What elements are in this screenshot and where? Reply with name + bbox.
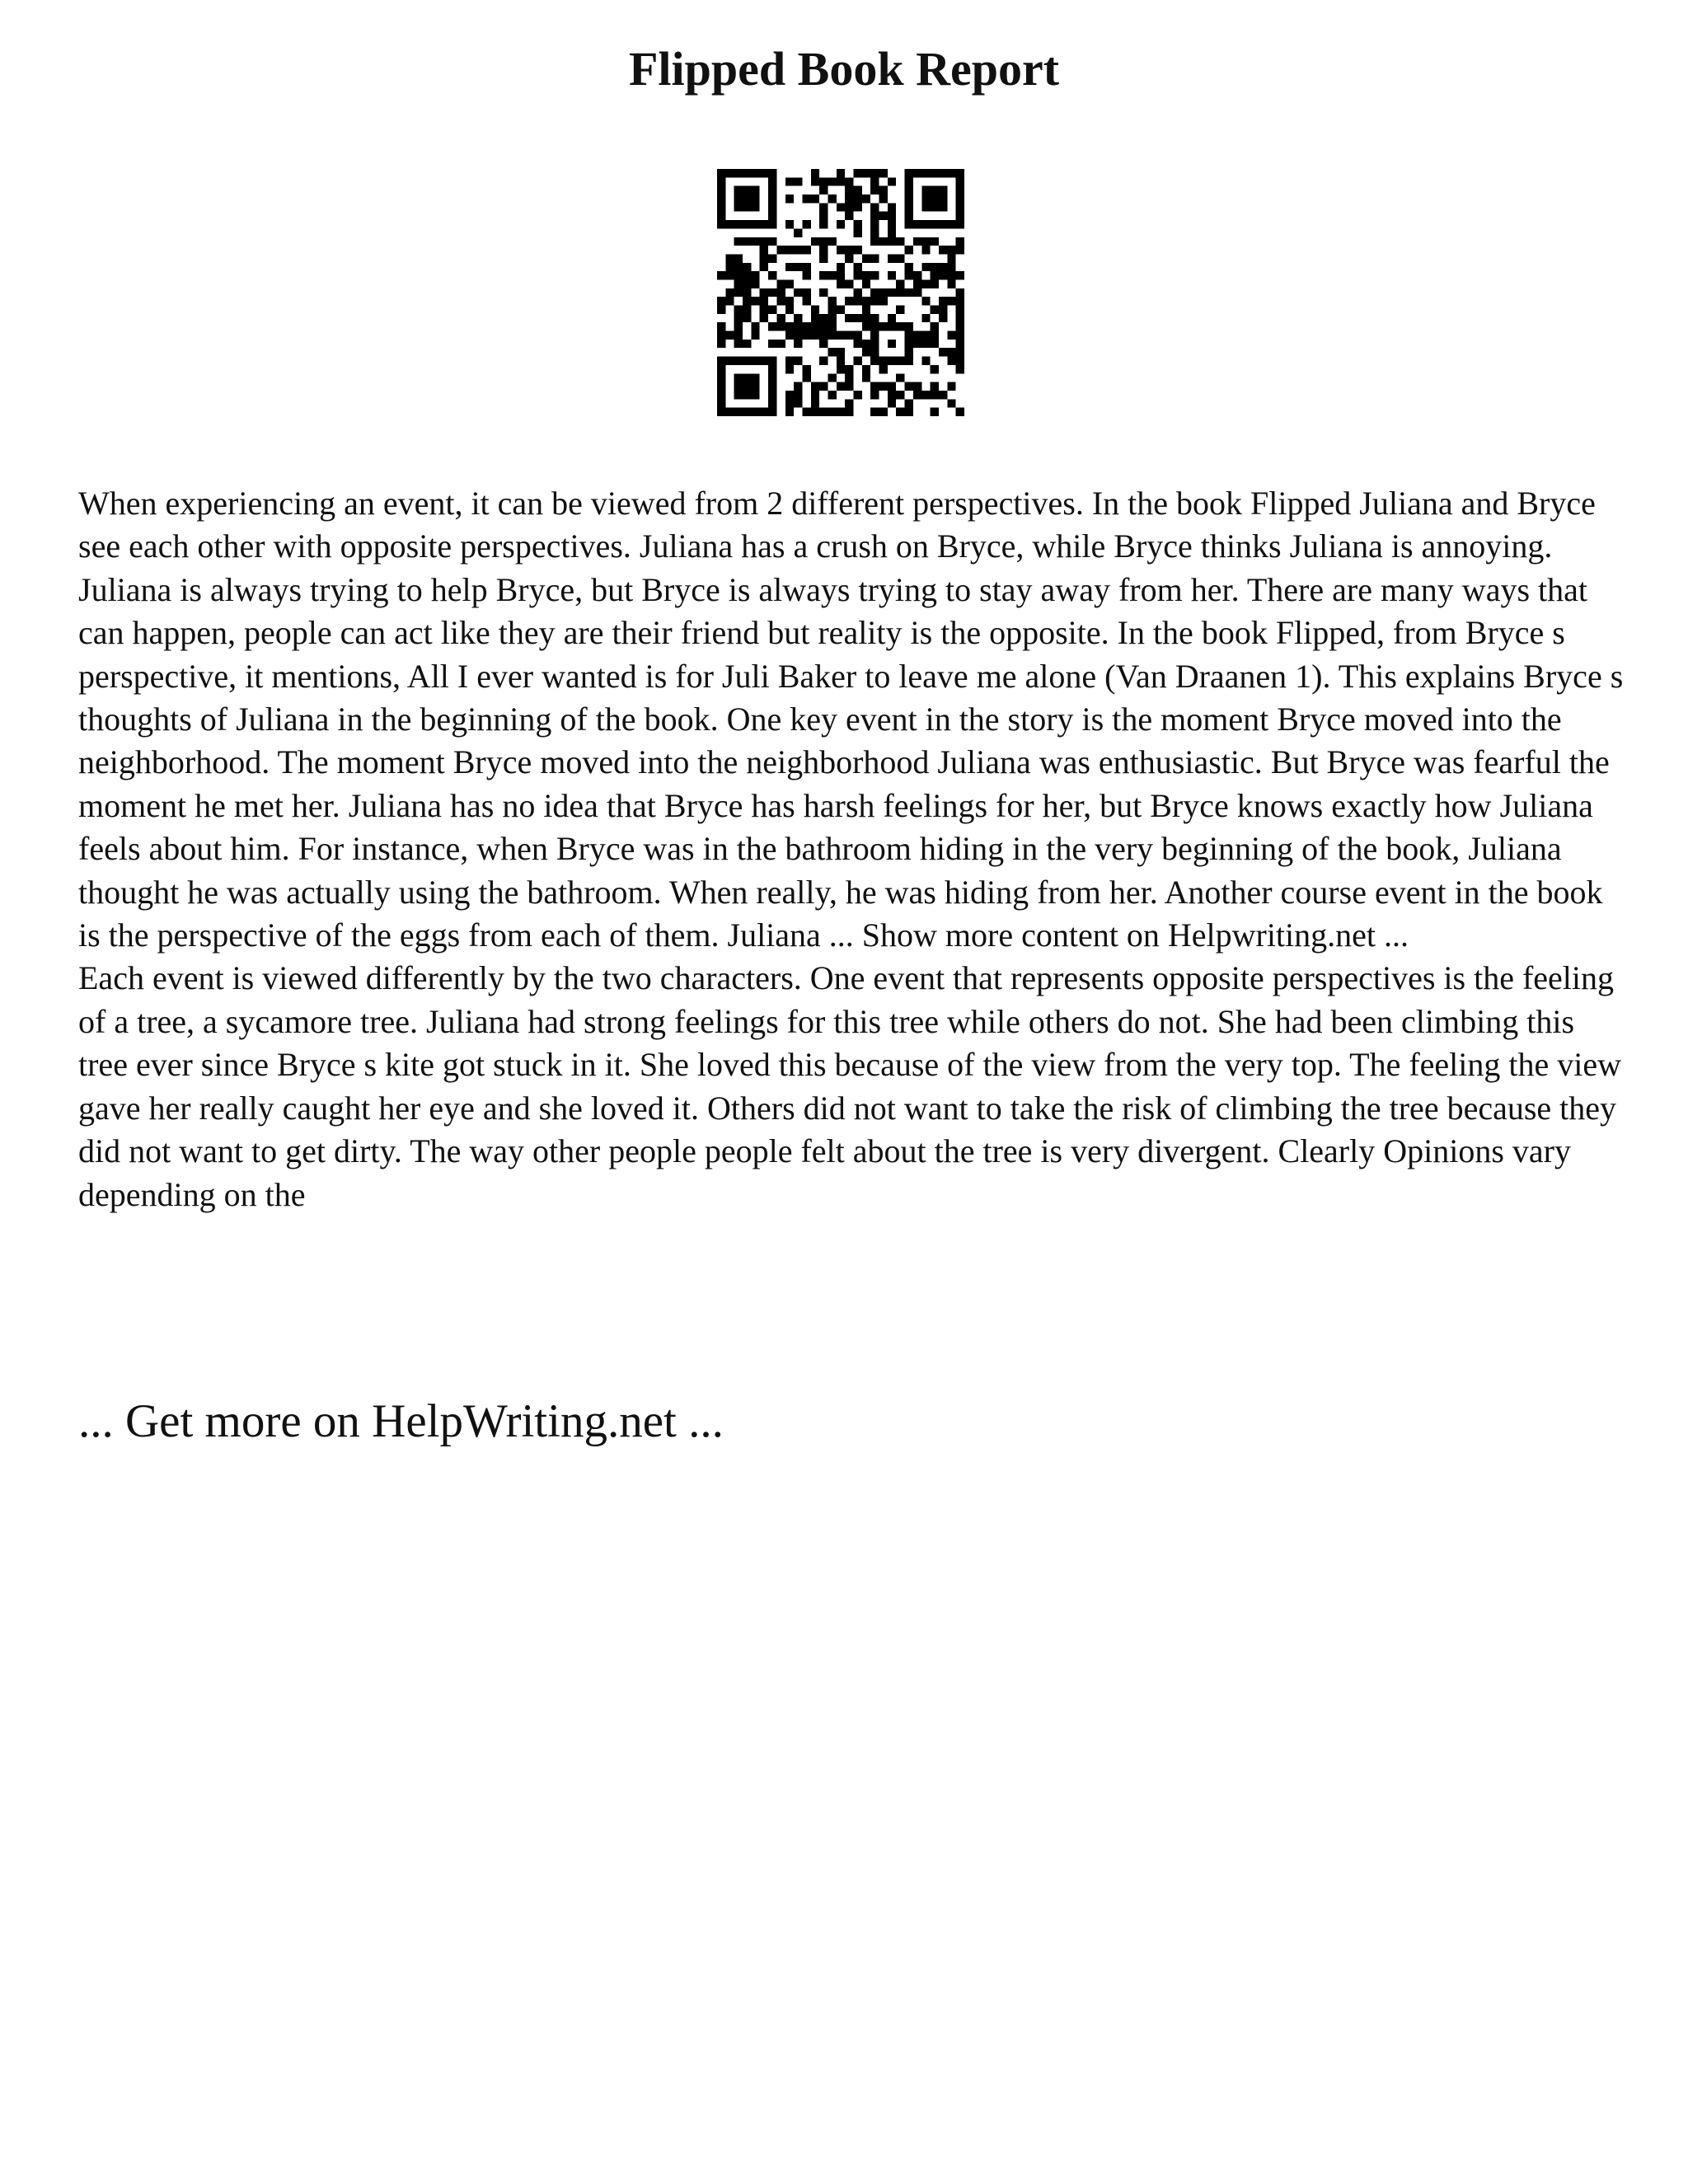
paragraph-1: When experiencing an event, it can be viewed from 2 different perspectives. In the book Flipped Juliana and Bryce see each other with opposite perspectives. Juliana has a crush on Bryce, while Bryce thinks Juliana is annoying. Juliana is always trying to help Bryce, but Bryce is always trying to stay away from her. There are many ways that can happen, people can act like they are their friend but reality is the opposite. In the book Flipped, from Bryce s perspective, it mentions, All I ever wanted is for Juli Baker to leave me alone (Van Draanen 1). This explains Bryce s thoughts of Juliana in the beginning of the book. One key event in the story is the moment Bryce moved into the neighborhood. The moment Bryce moved into the neighborhood Juliana was enthusiastic. But Bryce was fearful the moment he met her. Juliana has no idea that Bryce has harsh feelings for her, but Bryce knows exactly how Juliana feels about him. For instance, when Bryce was in the bathroom hiding in the very beginning of the book, Juliana thought he was actually using the bathroom. When really, he was hiding from her. Another course event in the book is the perspective of the eggs from each of them. Juliana ... Show more content on Helpwriting.net ... [78,485,1624,954]
qr-code-graphic [717,169,964,416]
report-body [78,482,1628,1216]
page-title: Flipped Book Report [628,42,1060,96]
get-more-link[interactable]: ... Get more on HelpWriting.net ... [78,1395,724,1447]
qr-code-icon [717,169,964,416]
paragraph-2: Each event is viewed differently by the two characters. One event that represents opposite perspectives is the feeling of a tree, a sycamore tree. Juliana had strong feelings for this tree while others do not. She had been climbing this tree ever since Bryce s kite got stuck in it. She loved this because of the view from the very top. The feeling the view gave her really caught her eye and she loved it. Others did not want to take the risk of climbing the tree because they did not want to get dirty. The way other people people felt about the tree is very divergent. Clearly Opinions vary depending on the [78,959,1622,1213]
